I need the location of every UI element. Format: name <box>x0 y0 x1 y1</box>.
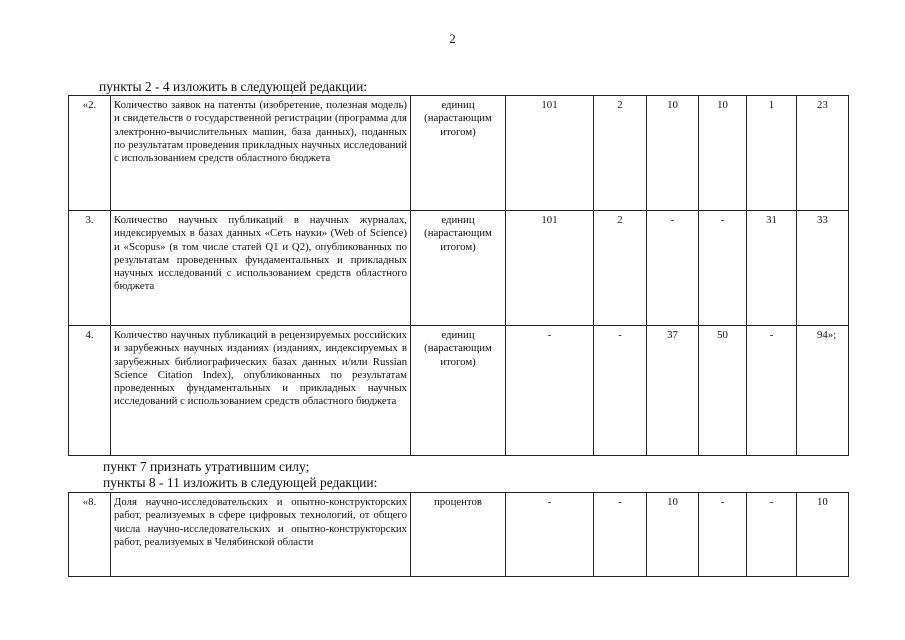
item-number: «8. <box>69 493 111 577</box>
value-cell: 1 <box>747 96 797 211</box>
value-cell: 33 <box>797 211 849 326</box>
table-row-item-4 <box>69 326 849 456</box>
value-cell: 10 <box>647 96 699 211</box>
value-cell: - <box>506 493 594 577</box>
item-number: 4. <box>69 326 111 456</box>
value-cell: 50 <box>699 326 747 456</box>
table-row-item-8 <box>69 493 849 577</box>
value-cell: - <box>747 326 797 456</box>
value-cell: - <box>699 493 747 577</box>
value-cell: 101 <box>506 96 594 211</box>
unit-of-measure: единиц (нарастающим итогом) <box>411 326 506 456</box>
unit-of-measure: единиц (нарастающим итогом) <box>411 96 506 211</box>
amendment-intro-items-8-11: пункты 8 - 11 изложить в следующей редакции: <box>103 475 378 490</box>
value-cell: - <box>747 493 797 577</box>
indicator-description: Количество научных публикаций в научных журналах, индексируемых в базах данных «Сеть науки» (Web of Science) и «Scopus» (в том числе статей Q1 и Q2), опубликованных по результатам проведенных фундаментальных и прикладных научных исследований с использованием средств областного бюджета <box>111 211 411 326</box>
value-cell: - <box>594 493 647 577</box>
value-cell: 31 <box>747 211 797 326</box>
amendment-intro-items-2-4: пункты 2 - 4 изложить в следующей редакции: <box>99 79 368 94</box>
indicator-description: Количество научных публикаций в рецензируемых российских и зарубежных научных изданиях (изданиях, индексируемых в зарубежных библиографических базах данных и/или Russian Science Citation Index), опубликованных по результатам проведенных фундаментальных и прикладных научных исследований с использованием средств областного бюджета <box>111 326 411 456</box>
value-cell: - <box>594 326 647 456</box>
unit-of-measure: процентов <box>411 493 506 577</box>
clause-7-repealed: пункт 7 признать утратившим силу; <box>103 459 310 474</box>
value-cell: 94»; <box>797 326 849 456</box>
item-number: «2. <box>69 96 111 211</box>
value-cell: 2 <box>594 211 647 326</box>
table-row-item-2 <box>69 96 849 211</box>
indicator-description: Доля научно-исследовательских и опытно-конструкторских работ, реализуемых в сфере цифровых технологий, от общего числа научно-исследовательских и опытно-конструкторских работ, реализуемых в Челябинской области <box>111 493 411 577</box>
value-cell: - <box>647 211 699 326</box>
table-row-item-3 <box>69 211 849 326</box>
value-cell: - <box>506 326 594 456</box>
unit-of-measure: единиц (нарастающим итогом) <box>411 211 506 326</box>
value-cell: 23 <box>797 96 849 211</box>
amendment-table-items-2-4 <box>68 95 849 456</box>
value-cell: 2 <box>594 96 647 211</box>
value-cell: 10 <box>647 493 699 577</box>
item-number: 3. <box>69 211 111 326</box>
value-cell: 10 <box>797 493 849 577</box>
indicator-description: Количество заявок на патенты (изобретение, полезная модель) и свидетельств о государственной регистрации (программа для электронно-вычислительных машин, база данных), поданных по результатам проведения прикладных научных исследований с использованием средств областного бюджета <box>111 96 411 211</box>
amendment-table-items-8-11 <box>68 492 849 577</box>
value-cell: 10 <box>699 96 747 211</box>
value-cell: 37 <box>647 326 699 456</box>
value-cell: - <box>699 211 747 326</box>
page-number: 2 <box>449 31 456 46</box>
value-cell: 101 <box>506 211 594 326</box>
